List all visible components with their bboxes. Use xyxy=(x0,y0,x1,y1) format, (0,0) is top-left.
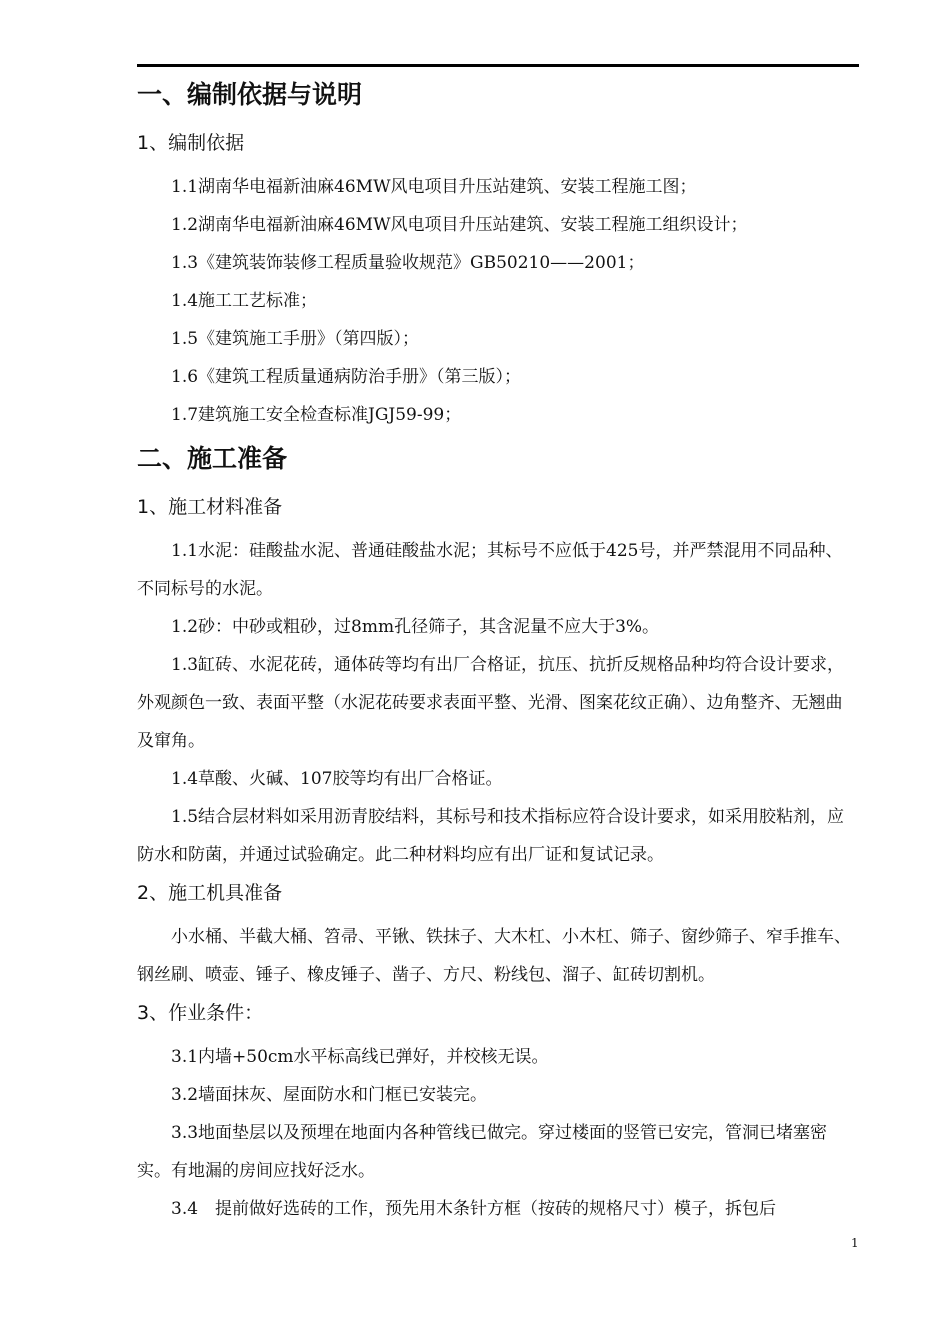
paragraph: 3.4 提前做好选砖的工作，预先用木条针方框（按砖的规格尺寸）模子，拆包后 xyxy=(171,1199,777,1219)
paragraph: 1.1湖南华电福新油麻46MW风电项目升压站建筑、安装工程施工图； xyxy=(171,177,697,197)
paragraph: 1.5结合层材料如采用沥青胶结料，其标号和技术指标应符合设计要求，如采用胶粘剂，应防水和防菌，并通过试验确定。此二种材料均应有出厂证和复试记录。 xyxy=(137,807,845,865)
paragraph: 1.4草酸、火碱、107胶等均有出厂合格证。 xyxy=(171,769,503,789)
paragraph: 1.6《建筑工程质量通病防治手册》（第三版）； xyxy=(171,367,522,387)
paragraph: 3.1内墙+50cm水平标高线已弹好，并校核无误。 xyxy=(171,1047,549,1067)
paragraph: 1.4施工工艺标准； xyxy=(171,291,318,311)
paragraph: 1.7建筑施工安全检查标准JGJ59-99； xyxy=(171,405,462,425)
paragraph: 1.3《建筑装饰装修工程质量验收规范》GB50210——2001； xyxy=(171,253,645,273)
page-number: 1 xyxy=(851,1236,859,1250)
header-rule xyxy=(137,64,859,67)
paragraph: 1.5《建筑施工手册》（第四版）； xyxy=(171,329,420,349)
document-body xyxy=(137,74,859,1228)
paragraph: 3.2墙面抹灰、屋面防水和门框已安装完。 xyxy=(171,1085,488,1105)
subsection-title-1-1: 1、编制依据 xyxy=(137,132,245,154)
subsection-title-2-1: 1、施工材料准备 xyxy=(137,496,283,518)
paragraph: 3.3地面垫层以及预埋在地面内各种管线已做完。穿过楼面的竖管已安完，管洞已堵塞密实。有地漏的房间应找好泛水。 xyxy=(137,1123,828,1181)
section-title-1: 一、编制依据与说明 xyxy=(137,80,363,109)
paragraph: 1.2砂：中砂或粗砂，过8mm孔径筛子，其含泥量不应大于3%。 xyxy=(171,617,660,637)
paragraph: 小水桶、半截大桶、笤帚、平锹、铁抹子、大木杠、小木杠、筛子、窗纱筛子、窄手推车、钢丝刷、喷壶、锤子、橡皮锤子、凿子、方尺、粉线包、溜子、缸砖切割机。 xyxy=(137,927,851,985)
section-title-2: 二、施工准备 xyxy=(137,444,288,473)
subsection-title-2-3: 3、作业条件： xyxy=(137,1002,264,1024)
subsection-title-2-2: 2、施工机具准备 xyxy=(137,882,283,904)
paragraph: 1.2湖南华电福新油麻46MW风电项目升压站建筑、安装工程施工组织设计； xyxy=(171,215,748,235)
paragraph: 1.1水泥：硅酸盐水泥、普通硅酸盐水泥；其标号不应低于425号，并严禁混用不同品种、不同标号的水泥。 xyxy=(137,541,843,599)
paragraph: 1.3缸砖、水泥花砖，通体砖等均有出厂合格证，抗压、抗折反规格品种均符合设计要求，外观颜色一致、表面平整（水泥花砖要求表面平整、光滑、图案花纹正确）、边角整齐、无翘曲及窜角。 xyxy=(137,655,845,751)
